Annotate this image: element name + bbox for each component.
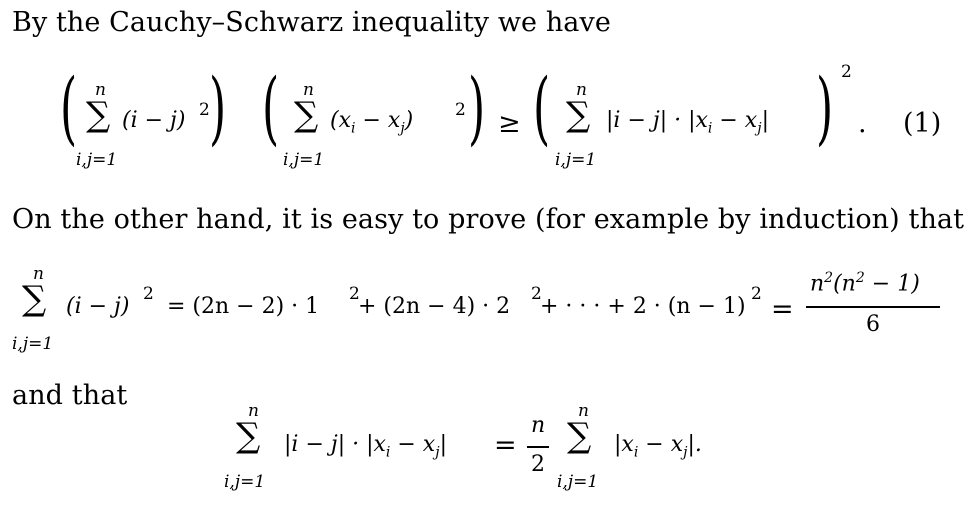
geq-sign: ≥ [498, 108, 521, 139]
sum-lower: i,j=1 [12, 334, 54, 354]
left-paren: ( [533, 61, 551, 154]
exponent: 2 [531, 284, 542, 304]
rhs-part2: + (2n − 4) · 2 [358, 294, 511, 319]
right-paren: ) [816, 61, 834, 154]
fraction-denominator: 6 [866, 312, 880, 337]
equation-period: . [858, 108, 867, 139]
sum-symbol: ∑ [567, 416, 592, 456]
sum-lower: i,j=1 [557, 472, 599, 492]
rhs-part1: = (2n − 2) · 1 [167, 294, 320, 319]
eq-sign: = [494, 430, 517, 461]
term-a: (i − j) [122, 108, 186, 133]
fraction-denominator: 2 [531, 452, 545, 477]
right-paren: ) [209, 61, 227, 154]
sum-upper: n [33, 264, 44, 284]
sum-symbol: ∑ [86, 95, 111, 135]
term-c: $|i - j| \cdot |x_i - x_j|$ [606, 108, 769, 137]
sum-symbol: ∑ [294, 95, 319, 135]
fraction-bar [527, 446, 549, 448]
outer-exponent: 2 [841, 62, 852, 82]
sum-lower: i,j=1 [76, 150, 118, 170]
sum-upper: n [578, 401, 589, 421]
fraction-numerator: n [531, 413, 546, 438]
lhs-term: (i − j) [66, 294, 130, 319]
right-paren: ) [468, 61, 486, 154]
left-paren: ( [262, 61, 280, 154]
and-that-text: and that [12, 380, 128, 411]
rhs-term: $|x_i - x_j|$. [614, 432, 702, 461]
term-b: $(x_i - x_j)$ [330, 108, 414, 137]
sum-upper: n [95, 80, 106, 100]
exponent: 2 [455, 100, 466, 120]
sum-upper: n [576, 80, 587, 100]
sum-lower: i,j=1 [224, 472, 266, 492]
exponent: 2 [349, 284, 360, 304]
exponent: 2 [199, 100, 210, 120]
sum-upper: n [248, 401, 259, 421]
rhs-part3: + · · · + 2 · (n − 1) [540, 294, 746, 319]
eq-sign: = [771, 294, 794, 325]
sum-lower: i,j=1 [283, 150, 325, 170]
sum-upper: n [303, 80, 314, 100]
intro-sentence: By the Cauchy–Schwarz inequality we have [12, 7, 611, 38]
sum-lower: i,j=1 [555, 150, 597, 170]
lhs-term: $|i - j| \cdot |x_i - x_j|$ [284, 432, 447, 461]
exponent: 2 [143, 284, 154, 304]
left-paren: ( [60, 61, 78, 154]
sum-symbol: ∑ [566, 95, 591, 135]
equation-tag: (1) [903, 108, 942, 139]
fraction-numerator: $n^2(n^2 - 1)$ [810, 270, 920, 297]
sum-symbol: ∑ [22, 279, 47, 319]
exponent: 2 [751, 284, 762, 304]
sum-symbol: ∑ [236, 416, 261, 456]
fraction-bar [806, 306, 940, 308]
transition-sentence: On the other hand, it is easy to prove (for example by induction) that [12, 204, 965, 235]
